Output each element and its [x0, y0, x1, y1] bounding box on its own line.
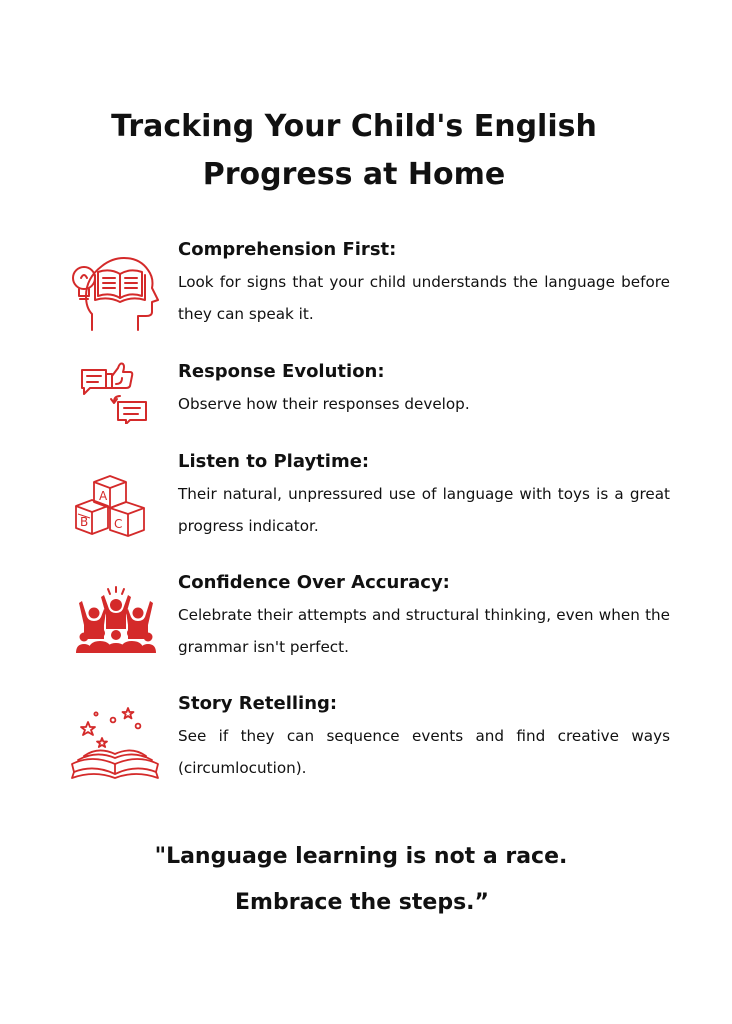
svg-text:A: A [99, 489, 108, 503]
tip-text [178, 450, 670, 542]
tip-heading: Confidence Over Accuracy: [178, 572, 450, 593]
svg-text:C: C [114, 517, 123, 531]
tip-heading: Listen to Playtime: [178, 451, 370, 472]
tip-text [178, 571, 670, 663]
tip-body: Celebrate their attempts and structural thinking, even when the grammar isn't perfect. [178, 606, 670, 656]
tip-heading: Comprehension First: [178, 239, 397, 260]
tip-body: Look for signs that your child understands the language before they can speak it. [178, 273, 670, 323]
svg-text:B: B [80, 515, 89, 529]
tip-text [178, 692, 670, 784]
closing-quote [0, 834, 732, 926]
chat-bubbles-thumbs-up-icon [76, 354, 152, 424]
tip-body: See if they can sequence events and find creative ways (circumlocution). [178, 727, 670, 777]
page-title-line-1: Tracking Your Child's English [111, 109, 597, 144]
open-book-with-stars-icon [68, 702, 162, 782]
tip-heading: Story Retelling: [178, 693, 338, 714]
cheering-crowd-icon [76, 585, 156, 655]
tip-body: Their natural, unpressured use of language with toys is a great progress indicator. [178, 485, 670, 535]
tip-text [178, 360, 670, 420]
tip-text [178, 238, 670, 330]
page-title [0, 103, 732, 199]
abc-blocks-icon [70, 470, 150, 540]
closing-quote-line-2: Embrace the steps.” [235, 890, 489, 915]
tip-body: Observe how their responses develop. [178, 395, 470, 413]
closing-quote-line-1: "Language learning is not a race. [154, 844, 568, 869]
head-with-book-and-lightbulb-icon [68, 248, 160, 332]
page-title-line-2: Progress at Home [202, 157, 506, 192]
tip-heading: Response Evolution: [178, 361, 385, 382]
